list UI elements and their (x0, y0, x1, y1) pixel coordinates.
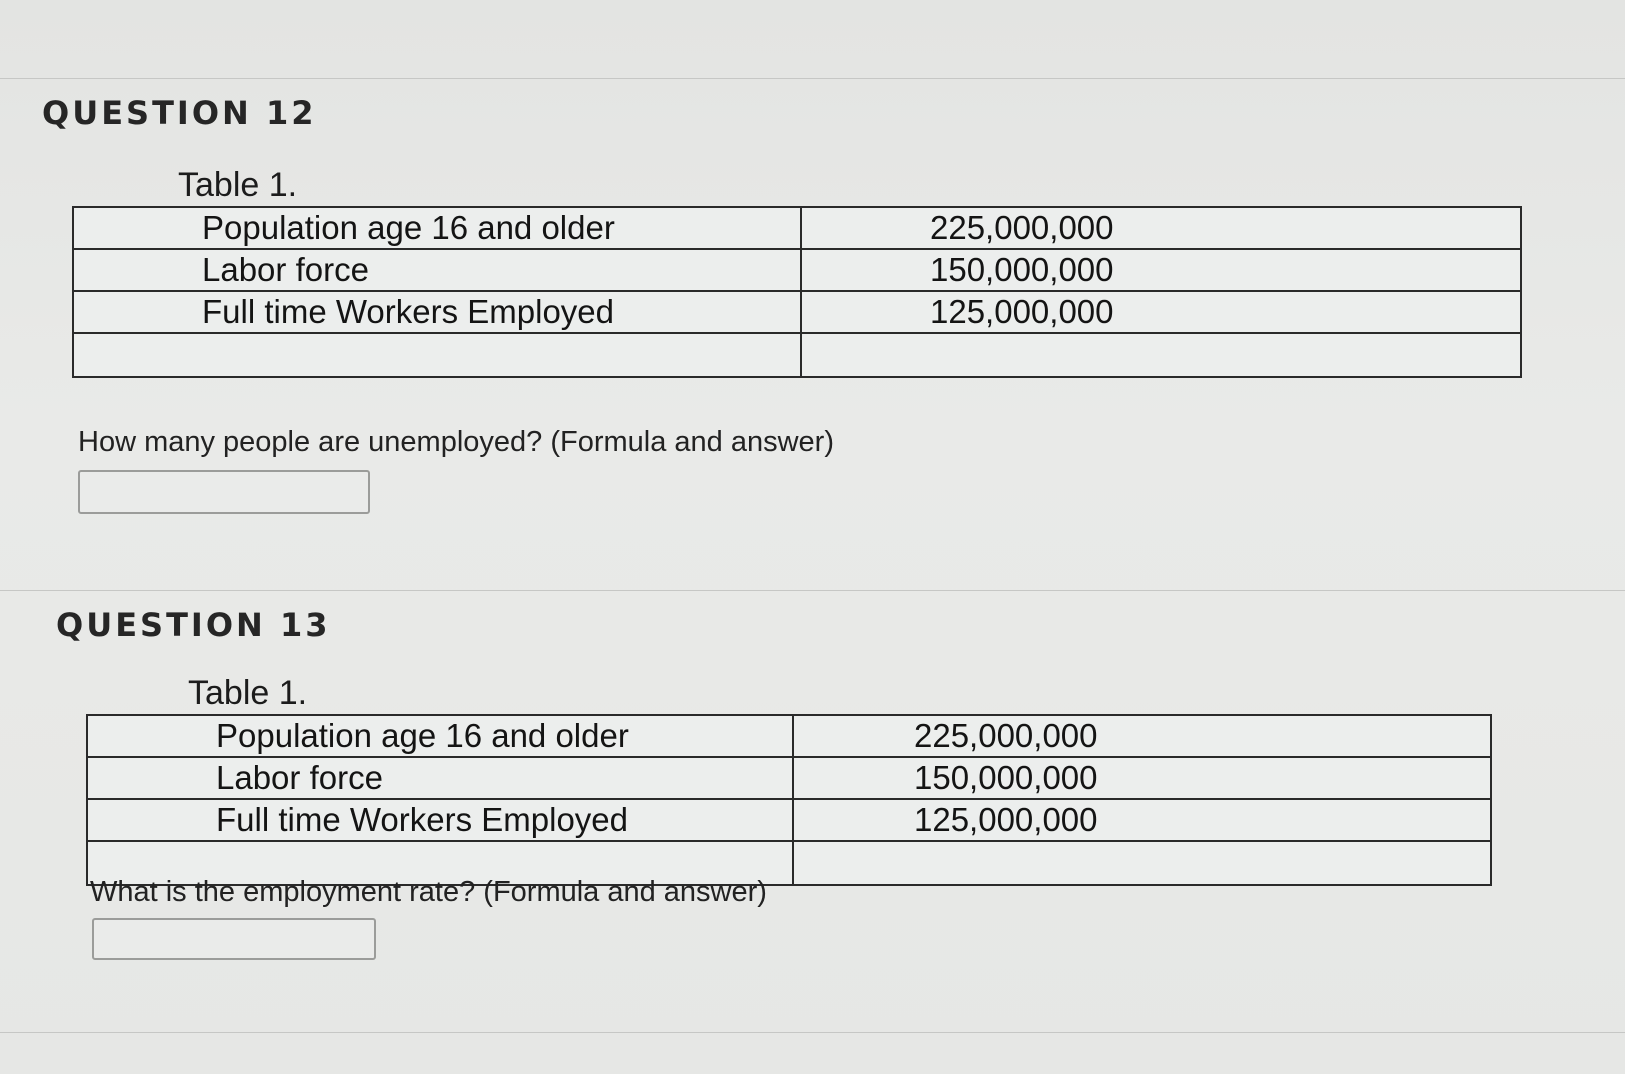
section-divider (0, 590, 1625, 591)
table-row (73, 207, 1521, 249)
table-row (87, 757, 1491, 799)
row-value (801, 333, 1521, 377)
row-value: 150,000,000 (801, 249, 1521, 291)
table-caption: Table 1. (188, 674, 308, 712)
answer-input[interactable] (78, 470, 370, 514)
table-row (73, 291, 1521, 333)
row-label: Population age 16 and older (73, 207, 801, 249)
row-label: Full time Workers Employed (73, 291, 801, 333)
row-label: Labor force (87, 757, 793, 799)
row-value (793, 841, 1491, 885)
row-label: Population age 16 and older (87, 715, 793, 757)
question-prompt: How many people are unemployed? (Formula and answer) (78, 426, 834, 458)
row-value: 125,000,000 (793, 799, 1491, 841)
row-label: Full time Workers Employed (87, 799, 793, 841)
table-row (73, 249, 1521, 291)
table-row-empty (73, 333, 1521, 377)
question-title: QUESTION 12 (42, 94, 317, 132)
top-divider (0, 78, 1625, 79)
question-title: QUESTION 13 (56, 606, 331, 644)
bottom-divider (0, 1032, 1625, 1033)
table-caption: Table 1. (178, 166, 298, 204)
table-row (87, 799, 1491, 841)
answer-input[interactable] (92, 918, 376, 960)
row-value: 150,000,000 (793, 757, 1491, 799)
row-label (73, 333, 801, 377)
question-prompt: What is the employment rate? (Formula and answer) (90, 876, 767, 908)
labor-data-table (86, 714, 1492, 886)
row-value: 225,000,000 (793, 715, 1491, 757)
row-label: Labor force (73, 249, 801, 291)
table-row (87, 715, 1491, 757)
row-value: 225,000,000 (801, 207, 1521, 249)
labor-data-table (72, 206, 1522, 378)
row-value: 125,000,000 (801, 291, 1521, 333)
